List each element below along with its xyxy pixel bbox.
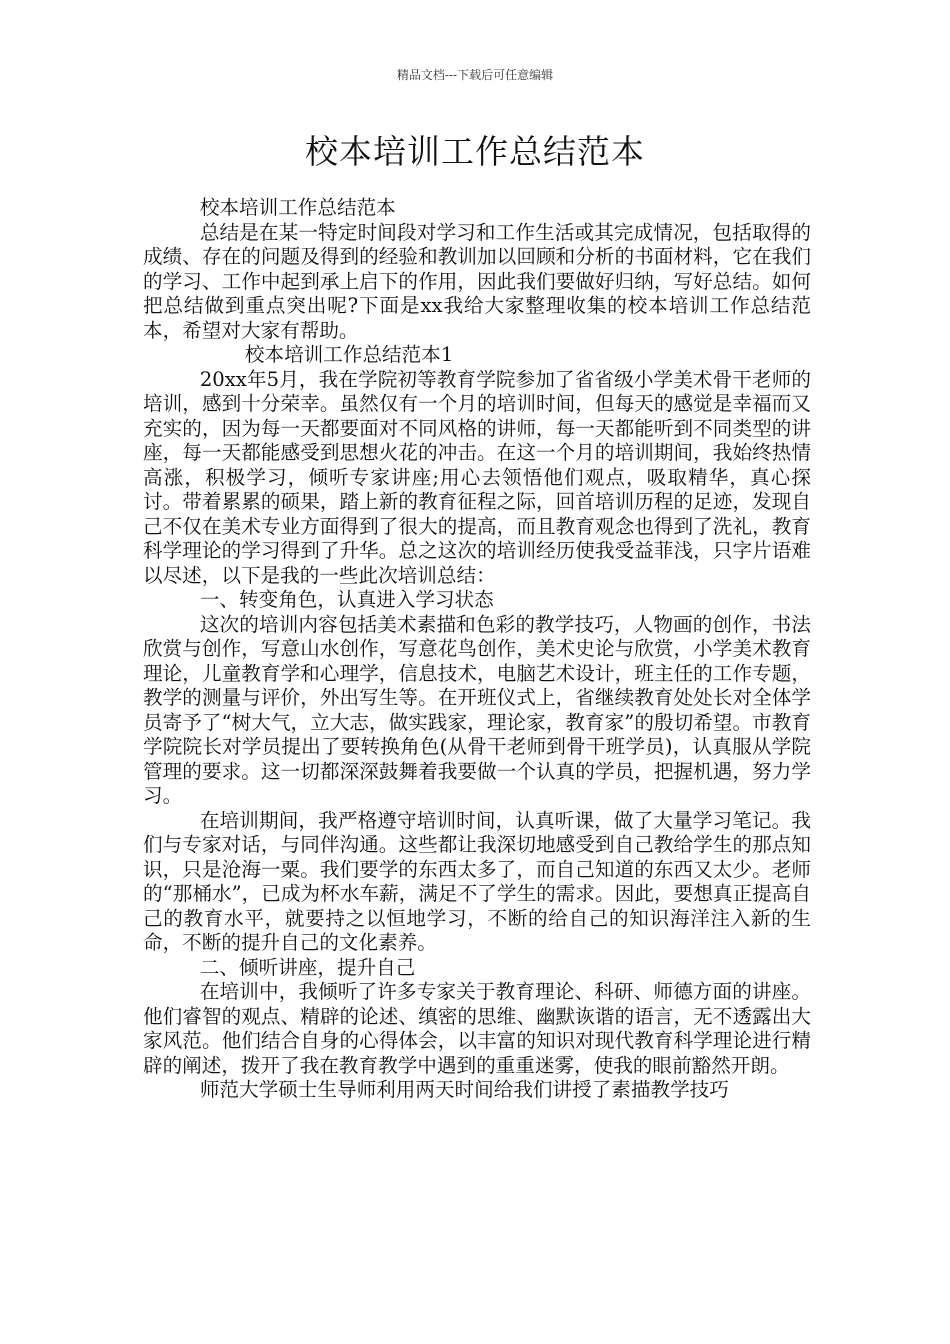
body-paragraph: 在培训期间，我严格遵守培训时间，认真听课，做了大量学习笔记。我们与专家对话，与同伴沟通。这些都让我深切地感受到自己教给学生的那点知识，只是沧海一粟。我们要学的东西太多了，而自己知道的东西又太少。老师的“那桶水”，已成为杯水车薪，满足不了学生的需求。因此，要想真正提高自己的教育水平，就要持之以恒地学习，不断的给自己的知识海洋注入新的生命，不断的提升自己的文化素养。 bbox=[143, 808, 811, 954]
document-title: 校本培训工作总结范本 bbox=[305, 132, 645, 171]
body-paragraph: 师范大学硕士生导师利用两天时间给我们讲授了素描教学技巧 bbox=[199, 1078, 729, 1101]
section-heading-sample-1: 校本培训工作总结范本1 bbox=[244, 343, 454, 366]
body-paragraph: 20xx年5月，我在学院初等教育学院参加了省省级小学美术骨干老师的培训，感到十分荣幸。虽然仅有一个月的培训时间，但每天的感觉是幸福而又充实的，因为每一天都要面对不同风格的讲师，每一天都能听到不同类型的讲座，每一天都能感受到思想火花的冲击。在这一个月的培训期间，我始终热情高涨，积极学习，倾听专家讲座;用心去领悟他们观点，吸取精华，真心探讨。带着累累的硕果，踏上新的教育征程之际，回首培训历程的足迹，发现自己不仅在美术专业方面得到了很大的提高，而且教育观念也得到了洗礼，教育科学理论的学习得到了升华。总之这次的培训经历使我受益菲浅，只字片语难以尽述，以下是我的一些此次培训总结： bbox=[143, 367, 811, 587]
header-note: 精品文档---下载后可任意编辑 bbox=[396, 68, 554, 82]
body-paragraph: 在培训中，我倾听了许多专家关于教育理论、科研、师德方面的讲座。他们睿智的观点、精辟的论述、缜密的思维、幽默诙谐的语言，无不透露出大家风范。他们结合自身的心得体会，以丰富的知识对现代教育科学理论进行精辟的阐述，拨开了我在教育教学中遇到的重重迷雾，使我的眼前豁然开朗。 bbox=[143, 980, 811, 1077]
section-heading-2: 二、倾听讲座，提升自己 bbox=[199, 955, 416, 979]
document-body bbox=[143, 196, 811, 1103]
intro-paragraph: 总结是在某一特定时间段对学习和工作生活或其完成情况，包括取得的成绩、存在的问题及得到的经验和教训加以回顾和分析的书面材料，它在我们的学习、工作中起到承上启下的作用，因此我们要做好归纳，写好总结。如何把总结做到重点突出呢?下面是xx我给大家整理收集的校本培训工作总结范本，希望对大家有帮助。 bbox=[143, 220, 811, 342]
body-subtitle: 校本培训工作总结范本 bbox=[199, 196, 396, 219]
section-heading-1: 一、转变角色，认真进入学习状态 bbox=[199, 588, 494, 611]
body-paragraph: 这次的培训内容包括美术素描和色彩的教学技巧，人物画的创作，书法欣赏与创作，写意山水创作，写意花鸟创作，美术史论与欣赏，小学美术教育理论，儿童教育学和心理学，信息技术，电脑艺术设计，班主任的工作专题，教学的测量与评价，外出写生等。在开班仪式上，省继续教育处处长对全体学员寄予了“树大气，立大志，做实践家，理论家，教育家”的殷切希望。市教育学院院长对学员提出了要转换角色(从骨干老师到骨干班学员)，认真服从学院管理的要求。这一切都深深鼓舞着我要做一个认真的学员，把握机遇，努力学习。 bbox=[143, 612, 811, 807]
